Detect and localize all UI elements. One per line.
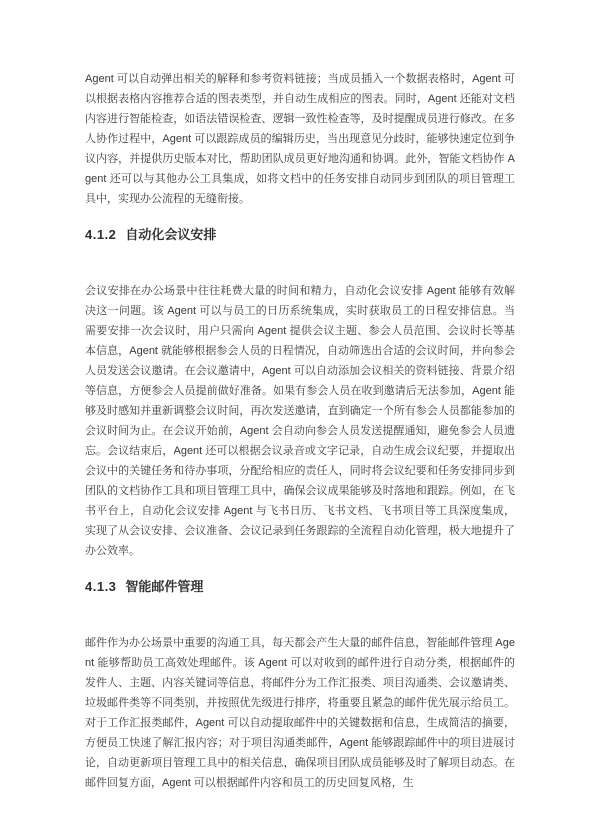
section-heading-4-1-3 <box>85 577 515 597</box>
section-heading-4-1-2 <box>85 225 515 245</box>
section-paragraph-email-management: 邮件作为办公场景中重要的沟通工具，每天都会产生大量的邮件信息，智能邮件管理 Agent 能够帮助员工高效处理邮件。该 Agent 可以对收到的邮件进行自动分类，根据邮件的发件人、主题、内容关键词等信息，将邮件分为工作汇报类、项目沟通类、会议邀请类、垃圾邮件类等不同类别，并按照优先级进行排序，将重要且紧急的邮件优先展示给员工。对于工作汇报类邮件，Agent 可以自动提取邮件中的关键数据和信息，生成简洁的摘要，方便员工快速了解汇报内容；对于项目沟通类邮件，Agent 能够跟踪邮件中的项目进展讨论，自动更新项目管理工具中的相关信息，确保项目团队成员能够及时了解项目动态。在邮件回复方面，Agent 可以根据邮件内容和员工的历史回复风格，生 <box>85 637 515 789</box>
paragraph-continuation: Agent 可以自动弹出相关的解释和参考资料链接；当成员插入一个数据表格时，Agent 可以根据表格内容推荐合适的图表类型，并自动生成相应的图表。同时，Agent 还能对文档内容进行智能检查，如语法错误检查、逻辑一致性检查等，及时提醒成员进行修改。在多人协作过程中，Agent 可以跟踪成员的编辑历史，当出现意见分歧时，能够快速定位到争议内容，并提供历史版本对比，帮助团队成员更好地沟通和协调。此外，智能文档协作 Agent 还可以与其他办公工具集成，如将文档中的任务安排自动同步到团队的项目管理工具中，实现办公流程的无缝衔接。 <box>85 73 515 205</box>
section-paragraph-meeting-scheduling: 会议安排在办公场景中往往耗费大量的时间和精力，自动化会议安排 Agent 能够有效解决这一问题。该 Agent 可以与员工的日历系统集成，实时获取员工的日程安排信息。当需要安排一次会议时，用户只需向 Agent 提供会议主题、参会人员范围、会议时长等基本信息，Agent 就能够根据参会人员的日程情况，自动筛选出合适的会议时间，并向参会人员发送会议邀请。在会议邀请中，Agent 可以自动添加会议相关的资料链接、背景介绍等信息，方便参会人员提前做好准备。如果有参会人员在收到邀请后无法参加，Agent 能够及时感知并重新调整会议时间，再次发送邀请，直到确定一个所有参会人员都能参加的会议时间为止。在会议开始前，Agent 会自动向参会人员发送提醒通知，避免参会人员遗忘。会议结束后，Agent 还可以根据会议录音或文字记录，自动生成会议纪要，并提取出会议中的关键任务和待办事项，分配给相应的责任人，同时将会议纪要和任务安排同步到团队的文档协作工具和项目管理工具中，确保会议成果能够及时落地和跟踪。例如，在飞书平台上，自动化会议安排 Agent 与飞书日历、飞书文档、飞书项目等工具深度集成，实现了从会议安排、会议准备、会议记录到任务跟踪的全流程自动化管理，极大地提升了办公效率。 <box>85 285 515 557</box>
heading-title: 智能邮件管理 <box>125 579 204 594</box>
heading-number: 4.1.3 <box>85 579 117 594</box>
page-content <box>85 69 515 793</box>
heading-number: 4.1.2 <box>85 227 117 242</box>
heading-title: 自动化会议安排 <box>125 227 217 242</box>
